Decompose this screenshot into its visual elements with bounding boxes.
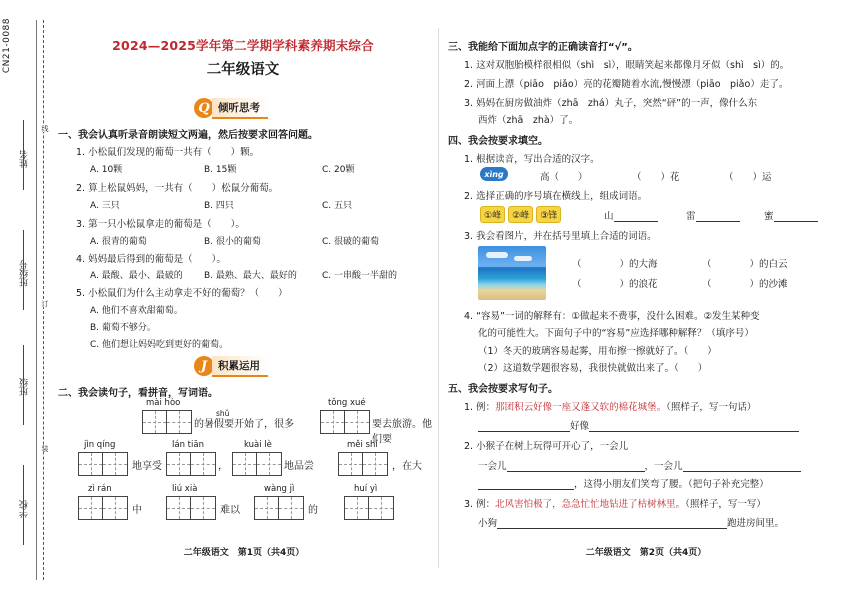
- school-write-line: [23, 465, 24, 545]
- pattern-word: 好像: [570, 421, 590, 432]
- writing-grid[interactable]: [78, 496, 128, 520]
- page-2-column: [446, 0, 846, 609]
- text: 跑进房间里。: [727, 518, 785, 529]
- section-2-heading: 二、我会读句子，看拼音，写词语。: [58, 388, 218, 399]
- pinyin: tǒng xué: [328, 398, 366, 408]
- requirement: （照样子，写一句话）: [666, 402, 757, 413]
- choice-chip: ①峰: [480, 206, 505, 223]
- seat-label: 班级号: [20, 260, 30, 287]
- example-sentence: 北风害怕极了，急急忙忙地钻进了枯树林里。: [495, 499, 686, 510]
- writing-grid[interactable]: [254, 496, 304, 520]
- answer-line-5-2-cont: [478, 476, 769, 490]
- class-write-line: [23, 345, 24, 425]
- pinyin: jìn qíng: [84, 440, 116, 450]
- banner-text: 积累运用: [212, 356, 268, 377]
- question-3-2: 2. 河面上漂（piāo piǎo）亮的花瓣随着水流,慢慢漂（piāo piǎo）走了。: [464, 79, 789, 90]
- class-label: 班级: [20, 378, 30, 396]
- school-label: 学校: [20, 500, 30, 518]
- word-fill: [604, 208, 658, 222]
- pinyin: liú xià: [172, 484, 198, 494]
- sentence-text: 地品尝: [284, 461, 314, 472]
- word-fill: [764, 208, 818, 222]
- writing-grid[interactable]: [320, 410, 370, 434]
- question-4-4-2: （2）这道数学题很容易，我很快就做出来了。（ ）: [478, 363, 708, 374]
- accumulation-banner: [194, 356, 268, 376]
- example-prefix: 1. 例：: [464, 402, 496, 413]
- sentence-text: 难以: [220, 505, 240, 516]
- writing-grid[interactable]: [166, 496, 216, 520]
- banner-j-icon: J: [194, 356, 214, 376]
- binding-line: [36, 20, 37, 580]
- section-4-heading: 四、我会按要求填空。: [448, 136, 548, 147]
- option-a: A. 最酸、最小、最破的: [90, 271, 183, 281]
- pinyin: wàng jì: [264, 484, 295, 494]
- answer-blank[interactable]: [774, 212, 818, 222]
- sentence-text: 要去旅游。他们要: [372, 419, 432, 445]
- option-a: A. 很青的葡萄: [90, 237, 147, 247]
- fill-item: （ ）花: [632, 172, 680, 183]
- sentence-text: 的暑假要开始了，很多: [194, 419, 294, 430]
- fill-item: （ ）的白云: [702, 259, 788, 270]
- writing-grid[interactable]: [78, 452, 128, 476]
- sentence-text: ，: [218, 461, 228, 472]
- answer-line-5-3: [478, 515, 784, 529]
- sentence-text: 地享受: [132, 461, 162, 472]
- writing-grid[interactable]: [232, 452, 282, 476]
- question-1-3: 3. 第一只小松鼠拿走的葡萄是（ ）。: [76, 219, 245, 230]
- option-b: B. 葡萄不够分。: [90, 323, 156, 333]
- listening-banner: [194, 98, 268, 118]
- option-b: B. 最熟、最大、最好的: [204, 271, 297, 281]
- option-b: B. 15颗: [204, 165, 237, 175]
- answer-blank[interactable]: [497, 519, 727, 529]
- column-divider: [438, 28, 439, 568]
- pinyin: lán tiān: [172, 440, 204, 450]
- binding-note: 装: [41, 445, 49, 452]
- fill-item: （ ）的沙滩: [702, 279, 788, 290]
- section-1-heading: 一、我会认真听录音朗读短文两遍，然后按要求回答问题。: [58, 130, 318, 141]
- question-1-5: 5. 小松鼠们为什么主动拿走不好的葡萄？（ ）: [76, 288, 288, 299]
- answer-blank[interactable]: [589, 422, 799, 432]
- option-b: B. 四只: [204, 201, 234, 211]
- seat-write-line: [23, 230, 24, 310]
- question-4-4-1: （1）冬天的玻璃容易起雾，用布擦一擦就好了。（ ）: [478, 346, 717, 357]
- question-5-3: [464, 496, 766, 510]
- question-3-3: 3. 妈妈在厨房做油炸（zhā zhá）丸子，突然“砰”的一声，像什么东: [464, 98, 758, 109]
- answer-blank[interactable]: [683, 462, 801, 472]
- question-1-1: 1. 小松鼠们发现的葡萄一共有（ ）颗。: [76, 147, 260, 158]
- requirement: （照样子，写一写）: [685, 499, 766, 510]
- sentence-text: ，在大: [392, 461, 422, 472]
- fill-item: （ ）运: [724, 172, 772, 183]
- pinyin: shǔ: [216, 409, 230, 418]
- exam-subtitle: 二年级语文: [206, 62, 280, 78]
- option-c: C. 他们想让妈妈吃到更好的葡萄。: [90, 340, 229, 350]
- fill-item: （ ）的大海: [572, 259, 658, 270]
- question-3-1: 1. 这对双胞胎模样很相似（shì sì），眼睛笑起来都像月牙似（shì sì）的。: [464, 60, 790, 71]
- pinyin: kuài lè: [244, 440, 272, 450]
- banner-q-icon: Q: [194, 98, 214, 118]
- question-5-2: 2. 小猴子在树上玩得可开心了，一会儿: [464, 441, 629, 452]
- question-4-3: 3. 我会看图片，并在括号里填上合适的词语。: [464, 231, 657, 242]
- answer-blank[interactable]: [478, 422, 570, 432]
- beach-image: [478, 246, 546, 300]
- exam-title: 2024—2025学年第二学期学科素养期末综合: [112, 38, 374, 53]
- binding-note: 线: [41, 125, 49, 132]
- fill-item: 高（ ）: [540, 172, 588, 183]
- text: 小狗: [478, 518, 498, 529]
- page-footer: 二年级语文 第1页（共4页）: [183, 548, 305, 558]
- question-4-4: 4. “容易”一词的解释有：①做起来不费事，没什么困难。②发生某种变: [464, 311, 760, 322]
- writing-grid[interactable]: [338, 452, 388, 476]
- question-1-2: 2. 算上松鼠妈妈，一共有（ ）松鼠分葡萄。: [76, 183, 279, 194]
- word-prefix: 山: [604, 211, 614, 222]
- answer-blank[interactable]: [507, 462, 645, 472]
- option-a: A. 三只: [90, 201, 120, 211]
- text: ，一会儿: [644, 461, 683, 472]
- answer-blank[interactable]: [614, 212, 658, 222]
- name-write-line: [23, 120, 24, 190]
- choice-chip: ②峰: [508, 206, 533, 223]
- text: ，这得小朋友们笑弯了腰。（把句子补充完整）: [574, 479, 769, 490]
- writing-grid[interactable]: [344, 496, 394, 520]
- sentence-text: 中: [132, 505, 142, 516]
- answer-line-5-2: [478, 458, 801, 472]
- word-fill: [686, 208, 740, 222]
- option-a: A. 他们不喜欢甜葡萄。: [90, 306, 183, 316]
- page-1-column: [54, 0, 432, 609]
- page-footer: 二年级语文 第2页（共4页）: [585, 548, 707, 558]
- banner-text: 倾听思考: [212, 98, 268, 119]
- answer-line-5-1: [478, 418, 799, 432]
- option-c: C. 一串酸一半甜的: [322, 271, 398, 281]
- option-a: A. 10颗: [90, 165, 123, 175]
- question-4-2: 2. 选择正确的序号填在横线上，组成词语。: [464, 191, 648, 202]
- name-label: 姓名: [20, 150, 30, 168]
- section-3-heading: 三、我能给下面加点字的正确读音打“√”。: [448, 42, 638, 53]
- word-prefix: 雷: [686, 211, 696, 222]
- example-sentence: 那团积云好像一座又蓬又软的棉花城堡。: [495, 402, 667, 413]
- writing-grid[interactable]: [166, 452, 216, 476]
- choice-chips: [480, 206, 561, 223]
- option-c: C. 五只: [322, 201, 353, 211]
- section-5-heading: 五、我会按要求写句子。: [448, 384, 558, 395]
- option-c: C. 20颗: [322, 165, 355, 175]
- sentence-text: 的: [308, 505, 318, 516]
- question-4-4-cont: 化的可能性大。下面句子中的“容易”应选择哪种解释？（填序号）: [478, 328, 754, 339]
- answer-blank[interactable]: [478, 480, 574, 490]
- writing-grid[interactable]: [142, 410, 192, 434]
- pinyin: mài hòo: [146, 398, 181, 408]
- pinyin: zì rán: [88, 484, 112, 494]
- option-c: C. 很破的葡萄: [322, 237, 380, 247]
- word-prefix: 蜜: [764, 211, 774, 222]
- binding-strip: [0, 0, 52, 609]
- question-4-1: 1. 根据读音，写出合适的汉字。: [464, 154, 600, 165]
- paper-code: CN21-0088: [2, 18, 12, 74]
- question-5-1: [464, 399, 756, 413]
- fill-item: （ ）的浪花: [572, 279, 658, 290]
- question-3-3-cont: 西炸（zhā zhà）了。: [478, 115, 579, 126]
- question-1-4: 4. 妈妈最后得到的葡萄是（ ）。: [76, 254, 226, 265]
- answer-blank[interactable]: [696, 212, 740, 222]
- choice-chip: ③锋: [536, 206, 561, 223]
- option-b: B. 很小的葡萄: [204, 237, 261, 247]
- pinyin: huí yì: [354, 484, 378, 494]
- pinyin-badge: xìng: [480, 167, 508, 181]
- example-prefix: 3. 例：: [464, 499, 496, 510]
- pinyin: měi shí: [347, 440, 378, 450]
- binding-note: 订: [41, 300, 49, 307]
- text: 一会儿: [478, 461, 507, 472]
